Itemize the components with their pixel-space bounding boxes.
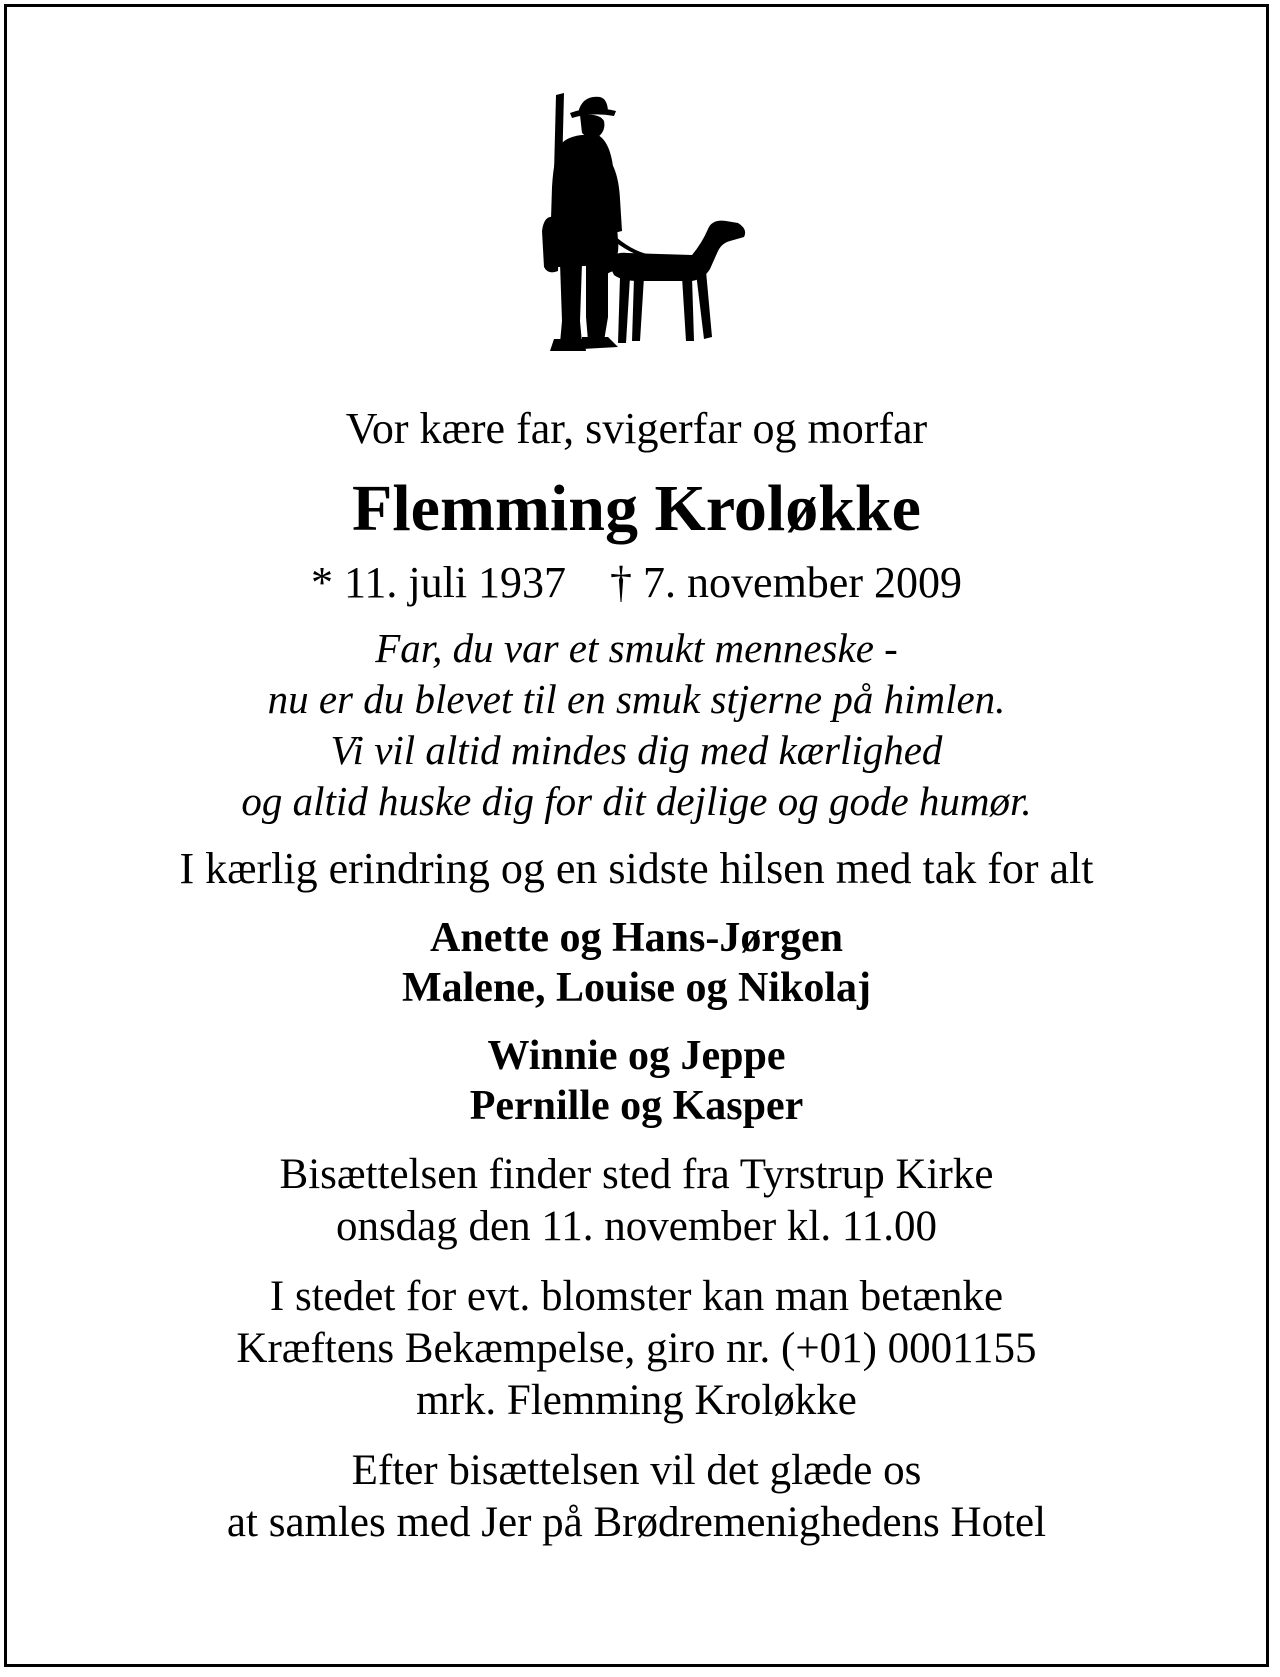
reception-line: Efter bisættelsen vil det glæde os xyxy=(351,1447,922,1494)
family-line: Anette og Hans-Jørgen xyxy=(430,915,843,961)
verse-line: Vi vil altid mindes dig med kærlighed xyxy=(330,727,943,773)
verse-line: nu er du blevet til en smuk stjerne på himlen. xyxy=(267,676,1006,722)
donation-line: I stedet for evt. blomster kan man betænke xyxy=(269,1273,1004,1320)
obituary-notice xyxy=(4,4,1269,1667)
intro-line: Vor kære far, svigerfar og morfar xyxy=(345,404,928,453)
verse-line: og altid huske dig for dit dejlige og gode humør. xyxy=(241,778,1032,824)
birth-date: * 11. juli 1937 xyxy=(311,558,567,607)
family-group xyxy=(7,913,1266,1013)
hunter-with-dog-silhouette-icon xyxy=(542,91,747,373)
family-line: Pernille og Kasper xyxy=(469,1083,804,1129)
family-group xyxy=(7,1031,1266,1131)
donation-line: Kræftens Bekæmpelse, giro nr. (+01) 0001155 xyxy=(236,1325,1037,1372)
donation-line: mrk. Flemming Kroløkke xyxy=(416,1377,857,1424)
greeting-line: I kærlig erindring og en sidste hilsen med tak for alt xyxy=(179,844,1094,893)
funeral-info xyxy=(7,1149,1266,1253)
life-dates xyxy=(7,557,1266,609)
donation-info xyxy=(7,1271,1266,1427)
family-line: Malene, Louise og Nikolaj xyxy=(402,965,871,1011)
reception-line: at samles med Jer på Brødremenighedens Hotel xyxy=(226,1499,1047,1546)
funeral-line: Bisættelsen finder sted fra Tyrstrup Kirke xyxy=(279,1151,994,1198)
notice-text xyxy=(7,403,1266,1549)
memorial-verse xyxy=(7,623,1266,827)
reception-info xyxy=(7,1445,1266,1549)
death-date: † 7. november 2009 xyxy=(610,558,962,607)
family-line: Winnie og Jeppe xyxy=(487,1033,786,1079)
deceased-name: Flemming Kroløkke xyxy=(352,472,921,545)
funeral-line: onsdag den 11. november kl. 11.00 xyxy=(335,1203,938,1250)
verse-line: Far, du var et smukt menneske - xyxy=(375,625,898,671)
